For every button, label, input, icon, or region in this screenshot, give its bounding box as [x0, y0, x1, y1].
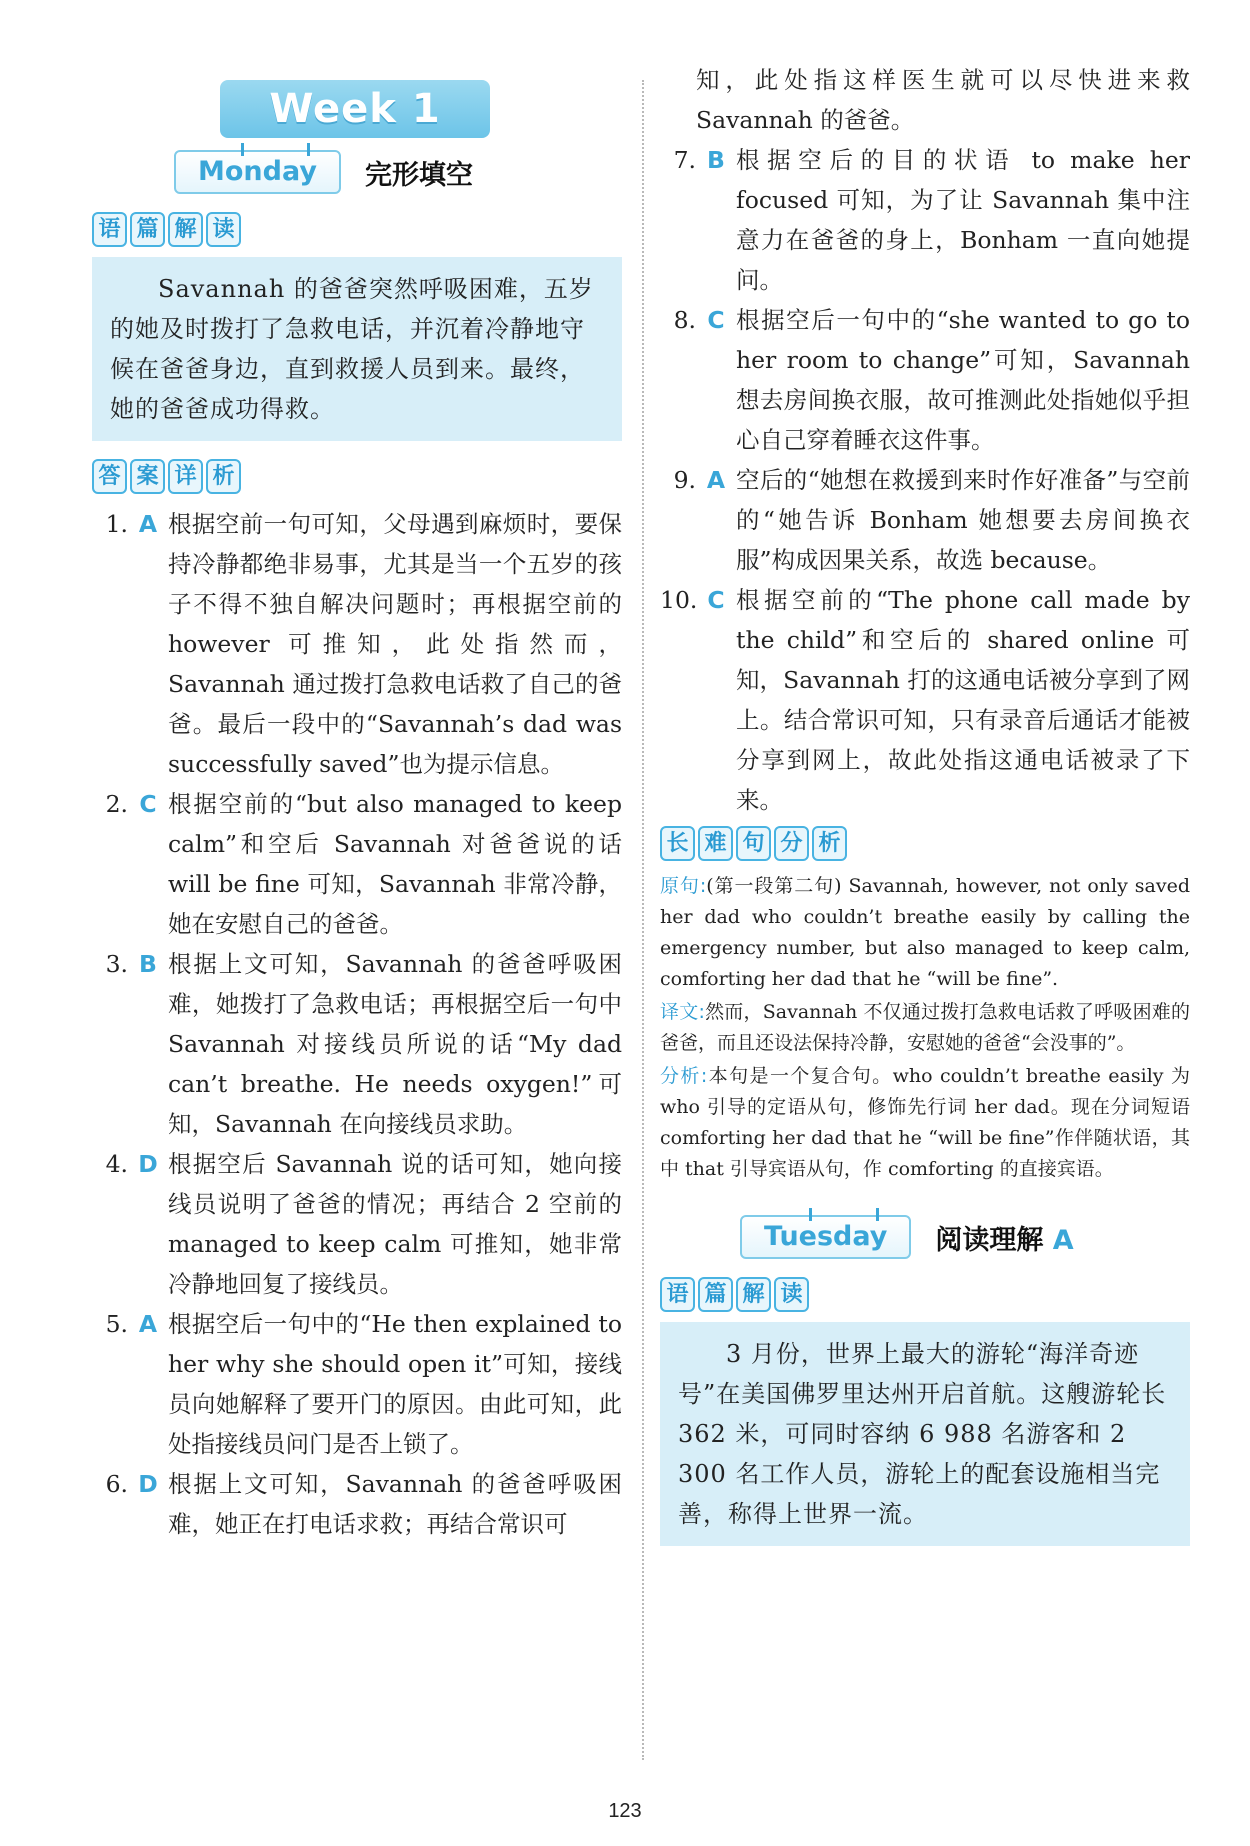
monday-tab: Monday: [174, 150, 341, 194]
answer-item: 4. D 根据空后 Savannah 说的话可知，她向接线员说明了爸爸的情况；再结合 2 空前的 managed to keep calm 可推知，她非常冷静地回复了接线员。: [92, 1144, 622, 1304]
answer-letter: C: [139, 790, 157, 818]
sentence-analysis-tag: 长 难 句 分 析: [660, 826, 1190, 861]
answer-letter: C: [707, 586, 725, 614]
answer-item: 8. C 根据空后一句中的“she wanted to go to her room to change”可知，Savannah 想去房间换衣服，故可推测此处指她似乎担心自己穿着睡衣这件事。: [660, 300, 1190, 460]
tuesday-summary: 3 月份，世界上最大的游轮“海洋奇迹号”在美国佛罗里达州开启首航。这艘游轮长 362 米，可同时容纳 6 988 名游客和 2 300 名工作人员，游轮上的配套设施相当完善，称得上世界一流。: [660, 1322, 1190, 1546]
answers-tag: 答 案 详 析: [92, 459, 622, 494]
answer-letter: B: [707, 146, 725, 174]
answer-item-continued: 知，此处指这样医生就可以尽快进来救 Savannah 的爸爸。: [696, 66, 1190, 134]
answer-letter: C: [707, 306, 725, 334]
answer-letter: A: [138, 1310, 158, 1338]
answer-letter: D: [138, 1150, 158, 1178]
left-column: [92, 60, 622, 1544]
answer-item: 10. C 根据空前的“The phone call made by the child”和空后的 shared online 可知，Savannah 打的这通电话被分享到了网上。结合常识可知，只有录音后通话才能被分享到网上，故此处指这通电话被录了下来。: [660, 580, 1190, 820]
column-divider: [642, 80, 644, 1760]
monday-summary: Savannah 的爸爸突然呼吸困难，五岁的她及时拨打了急救电话，并沉着冷静地守候在爸爸身边，直到救援人员到来。最终，她的爸爸成功得救。: [92, 257, 622, 441]
answer-item: 5. A 根据空后一句中的“He then explained to her why she should open it”可知，接线员向她解释了要开门的原因。由此可知，此处指接线员问门是否上锁了。: [92, 1304, 622, 1464]
answer-letter: B: [139, 950, 157, 978]
answer-item: 6. D 根据上文可知，Savannah 的爸爸呼吸困难，她正在打电话求救；再结合常识可: [92, 1464, 622, 1544]
original-sentence: 原句:(第一段第二句) Savannah, however, not only saved her dad who couldn’t breathe easily by calling the emergency number, but also managed to keep calm, comforting her dad that he “will be fine”.: [660, 875, 1191, 990]
answer-item: 2. C 根据空前的“but also managed to keep calm”和空后 Savannah 对爸爸说的话 will be fine 可知，Savannah 非常冷静，她在安慰自己的爸爸。: [92, 784, 622, 944]
analysis: 分析:本句是一个复合句。who couldn’t breathe easily 为 who 引导的定语从句，修饰先行词 her dad。现在分词短语 comforting her dad that he “will be fine”作伴随状语，其中 that 引导宾语从句，作 comforting 的直接宾语。: [660, 1065, 1190, 1180]
answer-item: 3. B 根据上文可知，Savannah 的爸爸呼吸困难，她拨打了急救电话；再根据空后一句中 Savannah 对接线员所说的话“My dad can’t breathe. He needs oxygen!”可知，Savannah 在向接线员求助。: [92, 944, 622, 1144]
right-column: [660, 60, 1190, 1546]
answer-item: 1. A 根据空前一句可知，父母遇到麻烦时，要保持冷静都绝非易事，尤其是当一个五岁的孩子不得不独自解决问题时；再根据空前的 however 可推知，此处指然而，Savannah 通过拨打急救电话救了自己的爸爸。最后一段中的“Savannah’s dad was successfully saved”也为提示信息。: [92, 504, 622, 784]
answer-letter: D: [138, 1470, 158, 1498]
week-banner: Week 1: [220, 80, 490, 138]
answer-item: 9. A 空后的“她想在救援到来时作好准备”与空前的“她告诉 Bonham 她想要去房间换衣服”构成因果关系，故选 because。: [660, 460, 1190, 580]
summary-tag: 语 篇 解 读: [92, 212, 622, 247]
tuesday-title: 阅读理解 A: [935, 1224, 1074, 1256]
tuesday-header: [740, 1215, 1190, 1259]
answer-letter: A: [706, 466, 726, 494]
tuesday-tab: Tuesday: [740, 1215, 911, 1259]
monday-header: [174, 150, 622, 194]
page-number: 123: [608, 1800, 642, 1822]
translation: 译文:然而，Savannah 不仅通过拨打急救电话救了呼吸困难的爸爸，而且还设法保持冷静，安慰她的爸爸“会没事的”。: [660, 1001, 1191, 1054]
answer-item: 7. B 根据空后的目的状语 to make her focused 可知，为了让 Savannah 集中注意力在爸爸的身上，Bonham 一直向她提问。: [660, 140, 1190, 300]
tuesday-summary-tag: 语 篇 解 读: [660, 1277, 1190, 1312]
answer-letter: A: [138, 510, 158, 538]
monday-title: 完形填空: [364, 159, 473, 191]
